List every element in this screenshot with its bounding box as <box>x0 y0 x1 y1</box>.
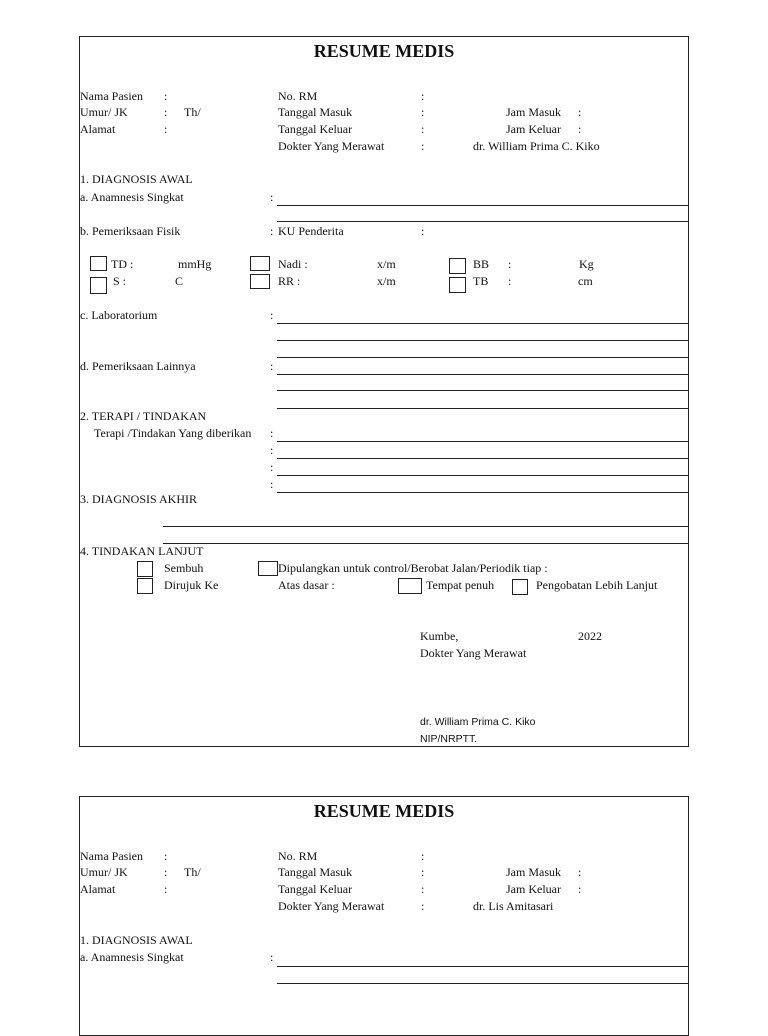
colon: : <box>421 849 425 863</box>
dipulangkan-label: Dipulangkan untuk control/Berobat Jalan/Periodik tiap : <box>278 561 548 575</box>
anamnesis-line[interactable] <box>277 205 689 206</box>
atas-dasar-label: Atas dasar : <box>278 578 335 592</box>
laboratorium-line[interactable] <box>277 323 689 324</box>
rr-checkbox[interactable] <box>250 274 270 289</box>
jam-keluar-label: Jam Keluar <box>506 122 561 136</box>
colon: : <box>421 882 425 896</box>
tahun-text: 2022 <box>578 629 602 643</box>
colon: : <box>164 105 168 119</box>
tanggal-keluar-label: Tanggal Keluar <box>278 122 353 136</box>
colon: : <box>270 308 274 322</box>
jam-masuk-label: Jam Masuk <box>506 865 561 879</box>
no-rm-label: No. RM <box>278 849 318 863</box>
colon: : <box>164 882 168 896</box>
dokter-name: dr. William Prima C. Kiko <box>473 139 600 153</box>
tanggal-masuk-label: Tanggal Masuk <box>278 865 353 879</box>
nadi-checkbox[interactable] <box>250 256 270 271</box>
rr-label: RR : <box>278 274 301 288</box>
terapi-line[interactable] <box>277 441 689 442</box>
dirujuk-checkbox[interactable] <box>137 578 153 594</box>
pemeriksaan-fisik-label: b. Pemeriksaan Fisik <box>80 224 181 238</box>
xm-unit: x/m <box>377 274 396 288</box>
s-checkbox[interactable] <box>90 277 107 294</box>
form-title: RESUME MEDIS <box>313 41 455 61</box>
colon: : <box>578 105 582 119</box>
colon: : <box>421 899 425 913</box>
td-label: TD : <box>111 257 134 271</box>
tindakan-lanjut-heading: 4. TINDAKAN LANJUT <box>80 544 204 558</box>
umur-jk-label: Umur/ JK <box>80 865 128 879</box>
anamnesis-label: a. Anamnesis Singkat <box>80 950 184 964</box>
kota-text: Kumbe, <box>420 629 459 643</box>
dokter-name: dr. Lis Amitasari <box>473 899 554 913</box>
terapi-line[interactable] <box>277 475 689 476</box>
sembuh-checkbox[interactable] <box>137 561 153 577</box>
colon: : <box>421 139 425 153</box>
pengobatan-label: Pengobatan Lebih Lanjut <box>536 578 658 592</box>
nadi-label: Nadi : <box>278 257 308 271</box>
terapi-heading: 2. TERAPI / TINDAKAN <box>80 409 207 423</box>
pemeriksaan-lainnya-line[interactable] <box>277 408 689 409</box>
colon: : <box>270 224 274 238</box>
pengobatan-checkbox[interactable] <box>512 579 528 595</box>
terapi-diberikan-label: Terapi /Tindakan Yang diberikan <box>94 426 252 440</box>
xm-unit: x/m <box>377 257 396 271</box>
colon: : <box>421 865 425 879</box>
tempat-penuh-checkbox[interactable] <box>398 578 422 594</box>
cm-unit: cm <box>578 274 593 288</box>
form-title: RESUME MEDIS <box>313 801 455 821</box>
sembuh-label: Sembuh <box>164 561 204 575</box>
colon: : <box>270 359 274 373</box>
diagnosis-akhir-heading: 3. DIAGNOSIS AKHIR <box>80 492 198 506</box>
tahun-unit: Th/ <box>184 105 201 119</box>
colon: : <box>270 426 274 440</box>
laboratorium-line[interactable] <box>277 357 689 358</box>
dirujuk-label: Dirujuk Ke <box>164 578 219 592</box>
bb-checkbox[interactable] <box>449 258 466 274</box>
colon: : <box>508 274 512 288</box>
pemeriksaan-lainnya-line[interactable] <box>277 390 689 391</box>
tahun-unit: Th/ <box>184 865 201 879</box>
pemeriksaan-lainnya-line[interactable] <box>277 374 689 375</box>
colon: : <box>421 224 425 238</box>
tb-checkbox[interactable] <box>449 277 466 293</box>
no-rm-label: No. RM <box>278 89 318 103</box>
anamnesis-label: a. Anamnesis Singkat <box>80 190 184 204</box>
jam-masuk-label: Jam Masuk <box>506 105 561 119</box>
dokter-yang-merawat-text: Dokter Yang Merawat <box>420 646 527 660</box>
anamnesis-line[interactable] <box>277 221 689 222</box>
colon: : <box>421 105 425 119</box>
td-checkbox[interactable] <box>90 256 107 271</box>
dokter-label: Dokter Yang Merawat <box>278 899 385 913</box>
diagnosis-awal-heading: 1. DIAGNOSIS AWAL <box>80 933 193 947</box>
kg-unit: Kg <box>579 257 594 271</box>
resume-medis-form-2 <box>79 796 689 1036</box>
colon: : <box>270 443 274 457</box>
tb-label: TB <box>473 274 489 288</box>
nama-pasien-label: Nama Pasien <box>80 89 143 103</box>
dokter-label: Dokter Yang Merawat <box>278 139 385 153</box>
diagnosis-akhir-line[interactable] <box>163 543 689 544</box>
colon: : <box>164 122 168 136</box>
colon: : <box>164 89 168 103</box>
colon: : <box>164 849 168 863</box>
bb-label: BB <box>473 257 490 271</box>
colon: : <box>421 89 425 103</box>
ku-penderita-label: KU Penderita <box>278 224 344 238</box>
alamat-label: Alamat <box>80 122 116 136</box>
jam-keluar-label: Jam Keluar <box>506 882 561 896</box>
tanggal-keluar-label: Tanggal Keluar <box>278 882 353 896</box>
colon: : <box>578 122 582 136</box>
mmhg-unit: mmHg <box>178 257 212 271</box>
colon: : <box>270 950 274 964</box>
colon: : <box>270 190 274 204</box>
diagnosis-awal-heading: 1. DIAGNOSIS AWAL <box>80 172 193 186</box>
diagnosis-akhir-line[interactable] <box>163 526 689 527</box>
signature-name: dr. William Prima C. Kiko <box>420 716 536 728</box>
colon: : <box>270 477 274 491</box>
resume-medis-form-1 <box>79 36 689 747</box>
nama-pasien-label: Nama Pasien <box>80 849 143 863</box>
laboratorium-line[interactable] <box>277 340 689 341</box>
umur-jk-label: Umur/ JK <box>80 105 128 119</box>
colon: : <box>270 460 274 474</box>
terapi-line[interactable] <box>277 492 689 493</box>
c-unit: C <box>175 274 184 288</box>
colon: : <box>164 865 168 879</box>
colon: : <box>578 865 582 879</box>
tanggal-masuk-label: Tanggal Masuk <box>278 105 353 119</box>
colon: : <box>508 257 512 271</box>
colon: : <box>578 882 582 896</box>
pemeriksaan-lainnya-label: d. Pemeriksaan Lainnya <box>80 359 196 373</box>
anamnesis-line[interactable] <box>277 966 689 967</box>
colon: : <box>421 122 425 136</box>
terapi-line[interactable] <box>277 458 689 459</box>
nip-text: NIP/NRPTT. <box>420 733 478 745</box>
anamnesis-line[interactable] <box>277 983 689 984</box>
dipulangkan-checkbox[interactable] <box>258 561 278 576</box>
s-label: S : <box>113 274 127 288</box>
tempat-penuh-label: Tempat penuh <box>426 578 495 592</box>
alamat-label: Alamat <box>80 882 116 896</box>
laboratorium-label: c. Laboratorium <box>80 308 158 322</box>
